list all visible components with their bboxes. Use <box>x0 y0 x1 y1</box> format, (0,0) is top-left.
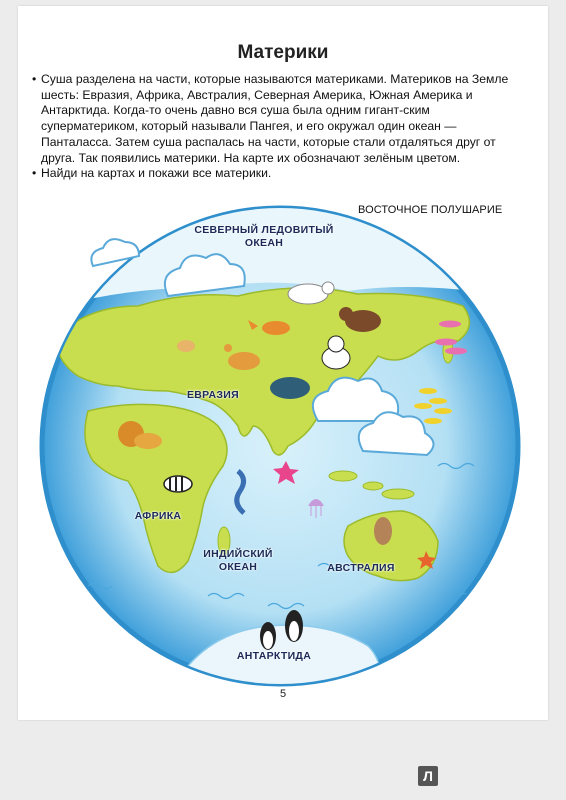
indian-ocean-label-line2: ОКЕАН <box>218 560 258 573</box>
island-shape <box>363 482 383 490</box>
hemisphere-caption: ВОСТОЧНОЕ ПОЛУШАРИЕ <box>358 204 503 216</box>
antarctica-label: АНТАРКТИДА <box>236 650 312 662</box>
bullet-text: Суша разделена на части, которые называются материками. Материков на Земле шесть: Евразия, Африка, Австралия, Северная Америка, Южная Америка и Антарктида. Когда-то очень давно вся суша была одним гигант-ским суперматериком, который называли Пангея, и его окружал один океан — Панталасса. Затем суша распалась на части, которые стали отдаляться друг от друга. Так появились материки. На карте их обозначают зелёным цветом. <box>41 72 509 165</box>
arctic-ocean-label-line1: СЕВЕРНЫЙ ЛЕДОВИТЫЙ <box>194 224 334 236</box>
zebra-icon <box>164 476 192 492</box>
kangaroo-icon <box>374 517 392 545</box>
penguin-icon <box>285 610 303 642</box>
australia-label: АВСТРАЛИЯ <box>327 562 395 574</box>
indian-ocean-label-line1: ИНДИЙСКИЙ <box>203 548 273 560</box>
page-number: 5 <box>279 688 287 700</box>
arctic-ocean-label <box>184 224 344 249</box>
penguin-icon <box>260 622 276 650</box>
page-title: Материки <box>237 42 329 63</box>
world-map <box>18 6 548 720</box>
publisher-logo-icon: Л <box>418 766 438 786</box>
africa-label: АФРИКА <box>134 510 182 522</box>
book-page <box>18 6 548 720</box>
island-shape <box>382 489 414 499</box>
arctic-ocean-label-line2: ОКЕАН <box>244 236 284 249</box>
bullet-text: Найди на картах и покажи все материки. <box>41 166 272 181</box>
eurasia-label: ЕВРАЗИЯ <box>186 389 240 401</box>
island-shape <box>329 471 357 481</box>
yak-icon <box>270 377 310 399</box>
rabbit-icon <box>177 340 195 352</box>
bullet-dot-icon: • <box>32 166 37 181</box>
indian-ocean-label <box>188 548 288 573</box>
bullet-dot-icon: • <box>32 72 37 86</box>
